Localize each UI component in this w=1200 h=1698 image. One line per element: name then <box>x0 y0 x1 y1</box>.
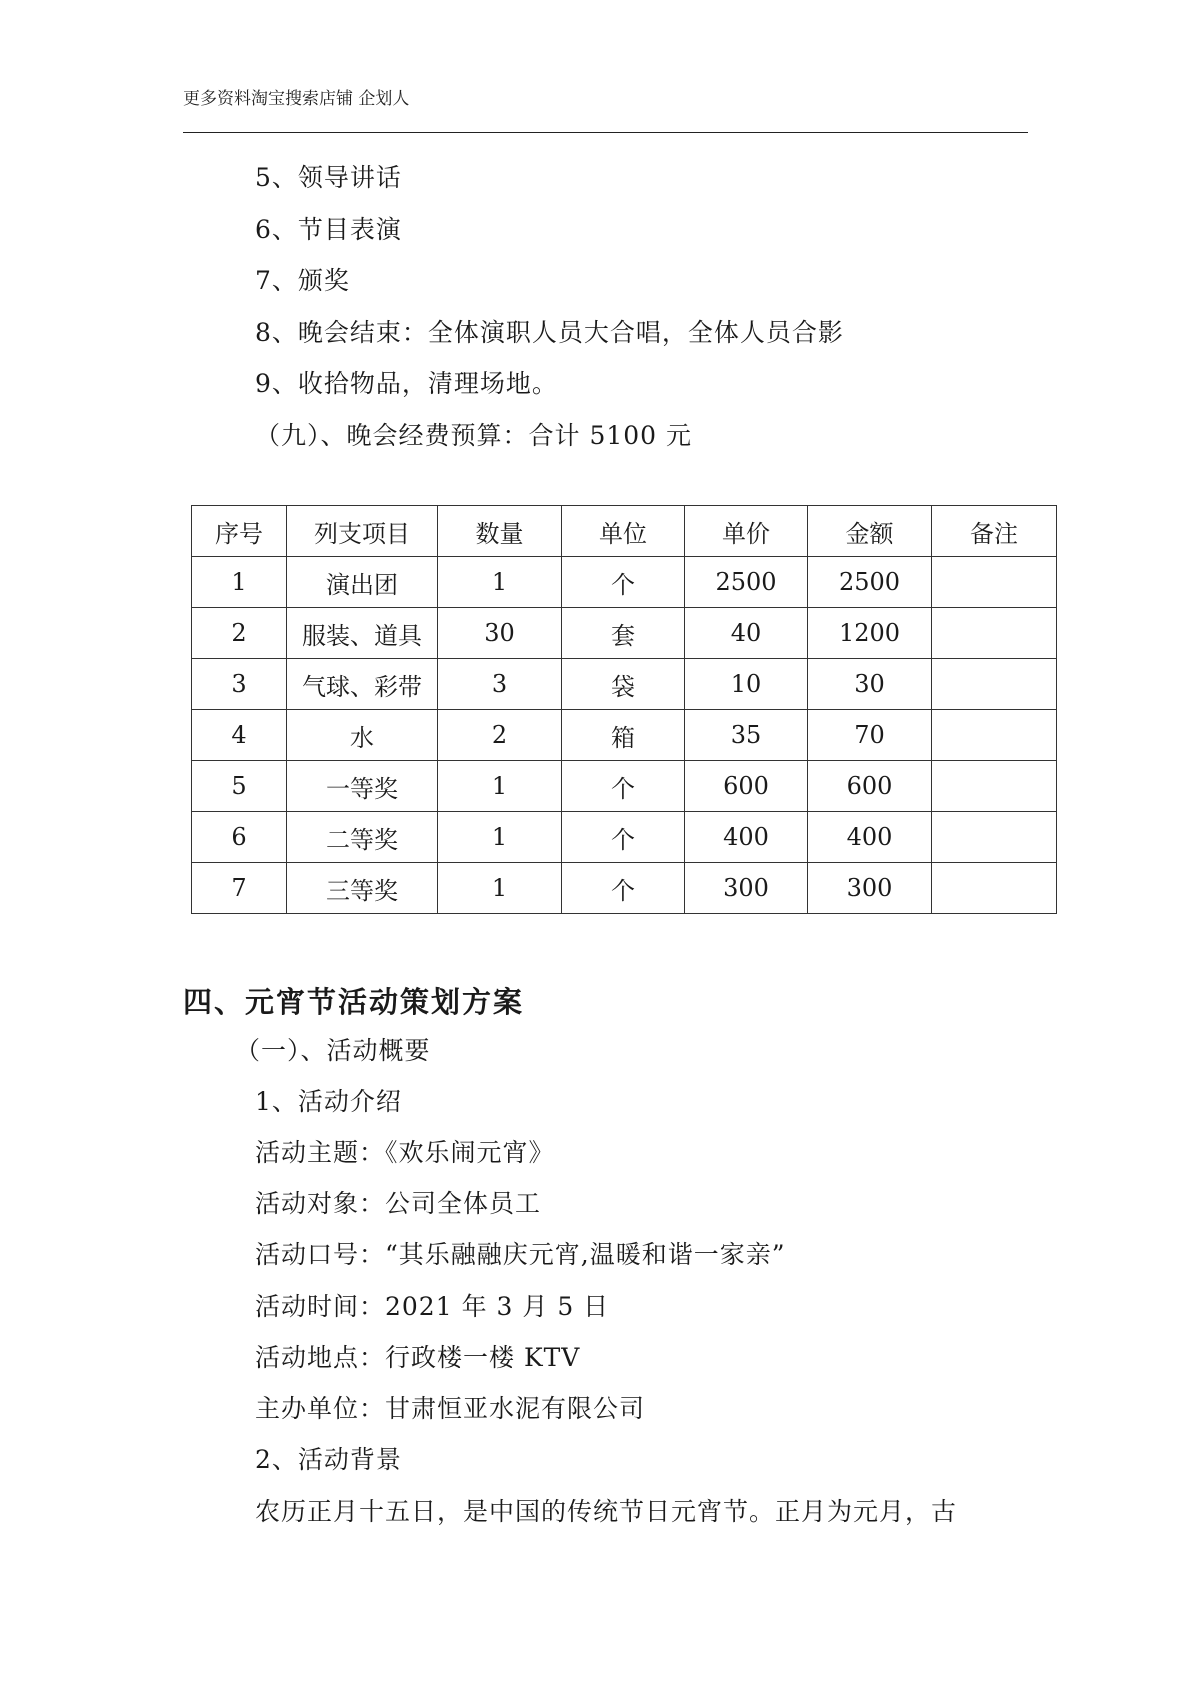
table-row <box>192 659 1057 710</box>
header-cell-quantity: 数量 <box>438 506 562 557</box>
cell-quantity: 1 <box>438 812 562 863</box>
cell-amount: 70 <box>808 710 932 761</box>
cell-price: 35 <box>685 710 808 761</box>
table-row <box>192 812 1057 863</box>
detail-line: 活动地点：行政楼一楼 KTV <box>255 1343 581 1372</box>
cell-amount: 1200 <box>808 608 932 659</box>
cell-index: 6 <box>192 812 287 863</box>
cell-unit: 个 <box>562 761 685 812</box>
cell-index: 5 <box>192 761 287 812</box>
program-item: 9、收拾物品，清理场地。 <box>255 369 558 398</box>
cell-index: 7 <box>192 863 287 914</box>
background-title: 2、活动背景 <box>255 1445 402 1474</box>
cell-quantity: 30 <box>438 608 562 659</box>
cell-note <box>932 659 1057 710</box>
cell-price: 40 <box>685 608 808 659</box>
background-text: 农历正月十五日，是中国的传统节日元宵节。正月为元月，古 <box>255 1497 958 1526</box>
section-heading: 四、元宵节活动策划方案 <box>183 985 525 1019</box>
cell-amount: 300 <box>808 863 932 914</box>
cell-index: 4 <box>192 710 287 761</box>
cell-item: 演出团 <box>287 557 438 608</box>
cell-item: 三等奖 <box>287 863 438 914</box>
cell-price: 600 <box>685 761 808 812</box>
header-rule <box>183 132 1028 133</box>
cell-amount: 600 <box>808 761 932 812</box>
program-item: 5、领导讲话 <box>255 163 402 192</box>
budget-table <box>191 505 1057 914</box>
cell-note <box>932 608 1057 659</box>
program-item: 8、晚会结束：全体演职人员大合唱，全体人员合影 <box>255 318 844 347</box>
page-header: 更多资料淘宝搜索店铺 企划人 <box>183 89 410 109</box>
header-cell-index: 序号 <box>192 506 287 557</box>
table-row <box>192 761 1057 812</box>
cell-unit: 个 <box>562 863 685 914</box>
cell-unit: 箱 <box>562 710 685 761</box>
intro-title: 1、活动介绍 <box>255 1087 402 1116</box>
cell-quantity: 2 <box>438 710 562 761</box>
cell-note <box>932 710 1057 761</box>
cell-price: 400 <box>685 812 808 863</box>
cell-quantity: 3 <box>438 659 562 710</box>
cell-item: 二等奖 <box>287 812 438 863</box>
cell-unit: 个 <box>562 557 685 608</box>
table-row <box>192 863 1057 914</box>
cell-unit: 个 <box>562 812 685 863</box>
cell-item: 水 <box>287 710 438 761</box>
cell-unit: 套 <box>562 608 685 659</box>
budget-title: （九）、晚会经费预算：合计 5100 元 <box>255 421 693 450</box>
cell-note <box>932 863 1057 914</box>
cell-quantity: 1 <box>438 863 562 914</box>
header-cell-price: 单价 <box>685 506 808 557</box>
detail-line: 活动口号：“其乐融融庆元宵,温暖和谐一家亲” <box>255 1240 786 1269</box>
header-cell-note: 备注 <box>932 506 1057 557</box>
detail-line: 活动对象：公司全体员工 <box>255 1189 542 1218</box>
detail-line: 主办单位：甘肃恒亚水泥有限公司 <box>255 1394 646 1423</box>
cell-amount: 2500 <box>808 557 932 608</box>
cell-item: 气球、彩带 <box>287 659 438 710</box>
cell-price: 10 <box>685 659 808 710</box>
cell-note <box>932 761 1057 812</box>
cell-price: 2500 <box>685 557 808 608</box>
cell-note <box>932 812 1057 863</box>
cell-index: 1 <box>192 557 287 608</box>
header-cell-item: 列支项目 <box>287 506 438 557</box>
table-header-row <box>192 506 1057 557</box>
cell-unit: 袋 <box>562 659 685 710</box>
cell-index: 2 <box>192 608 287 659</box>
cell-index: 3 <box>192 659 287 710</box>
program-item: 7、颁奖 <box>255 266 350 295</box>
detail-line: 活动主题：《欢乐闹元宵》 <box>255 1138 555 1167</box>
program-item: 6、节目表演 <box>255 215 402 244</box>
cell-quantity: 1 <box>438 557 562 608</box>
table-row <box>192 557 1057 608</box>
header-cell-amount: 金额 <box>808 506 932 557</box>
cell-note <box>932 557 1057 608</box>
cell-item: 一等奖 <box>287 761 438 812</box>
table-row <box>192 608 1057 659</box>
table-row <box>192 710 1057 761</box>
detail-line: 活动时间：2021 年 3 月 5 日 <box>255 1292 610 1321</box>
cell-amount: 400 <box>808 812 932 863</box>
cell-amount: 30 <box>808 659 932 710</box>
header-cell-unit: 单位 <box>562 506 685 557</box>
cell-price: 300 <box>685 863 808 914</box>
overview-title: （一）、活动概要 <box>235 1036 431 1065</box>
cell-quantity: 1 <box>438 761 562 812</box>
cell-item: 服装、道具 <box>287 608 438 659</box>
